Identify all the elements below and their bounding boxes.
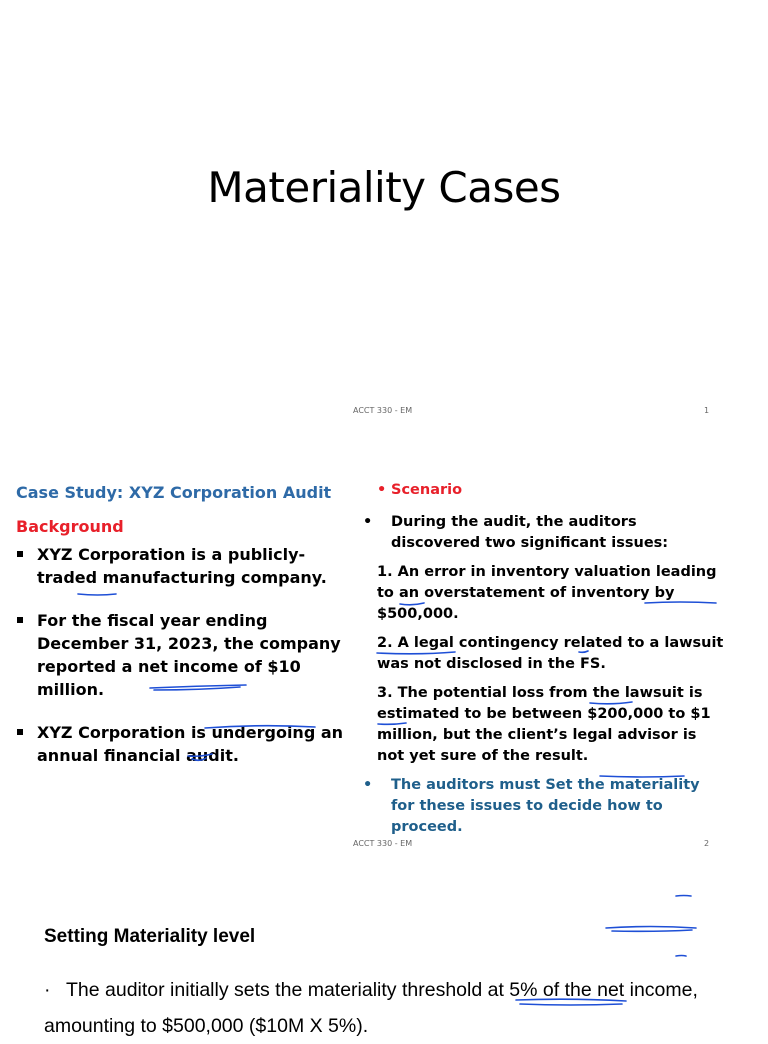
slide-3-title: Setting Materiality level xyxy=(44,926,256,947)
background-bullet-text: For the fiscal year ending December 31, 2023, the company reported a net income of $10 million. xyxy=(37,611,341,699)
background-bullet-text: XYZ Corporation is a publicly-traded manufacturing company. xyxy=(37,545,327,587)
slide-1-title: Materiality Cases xyxy=(207,163,561,212)
scenario-intro xyxy=(363,512,727,554)
closing-statement xyxy=(363,775,727,838)
background-bullet-list xyxy=(16,543,356,767)
issue-item: 3. The potential loss from the lawsuit is estimated to be between $200,000 to $1 million, but the client’s legal advisor is not yet sure of the result. xyxy=(377,685,711,764)
ink-mark xyxy=(606,927,696,929)
issue-item: 2. A legal contingency related to a lawsuit was not disclosed in the FS. xyxy=(377,635,724,672)
square-bullet-icon xyxy=(17,729,23,735)
background-bullet-text: XYZ Corporation is undergoing an annual financial audit. xyxy=(37,723,344,765)
scenario-heading-text: Scenario xyxy=(391,482,463,498)
bullet-dot-icon: • xyxy=(363,777,373,793)
square-bullet-icon xyxy=(17,617,23,623)
ink-mark xyxy=(676,956,686,957)
background-bullet xyxy=(16,543,356,589)
scenario-heading xyxy=(377,480,727,501)
slide-2-footer: ACCT 330 - EM xyxy=(353,839,413,848)
bullet-dot-icon: • xyxy=(363,514,373,530)
background-heading: Background xyxy=(16,517,124,536)
closing-text: The auditors must Set the materiality for these issues to decide how to proceed. xyxy=(391,777,700,835)
case-study-title: Case Study: XYZ Corporation Audit xyxy=(16,483,332,502)
slide-3-bullet-text: The auditor initially sets the materiality threshold at 5% of the net income, amounting to $500,000 ($10M X 5%). xyxy=(44,979,698,1037)
bullet-dot-icon: · xyxy=(44,979,51,1001)
square-bullet-icon xyxy=(17,551,23,557)
slide-1-footer: ACCT 330 - EM xyxy=(353,406,413,415)
background-bullet xyxy=(16,721,356,767)
bullet-dot-icon: • xyxy=(377,482,387,498)
ink-mark xyxy=(676,896,691,897)
ink-mark xyxy=(612,930,692,931)
slide-1-page-number: 1 xyxy=(704,406,710,415)
background-bullet xyxy=(16,609,356,701)
slide-3-bullet xyxy=(44,972,744,1044)
issue-item: 1. An error in inventory valuation leading to an overstatement of inventory by $500,000. xyxy=(377,564,717,622)
slide-2-page-number: 2 xyxy=(704,839,710,848)
scenario-intro-text: During the audit, the auditors discovered two significant issues: xyxy=(391,514,669,551)
scenario-column xyxy=(363,480,727,838)
